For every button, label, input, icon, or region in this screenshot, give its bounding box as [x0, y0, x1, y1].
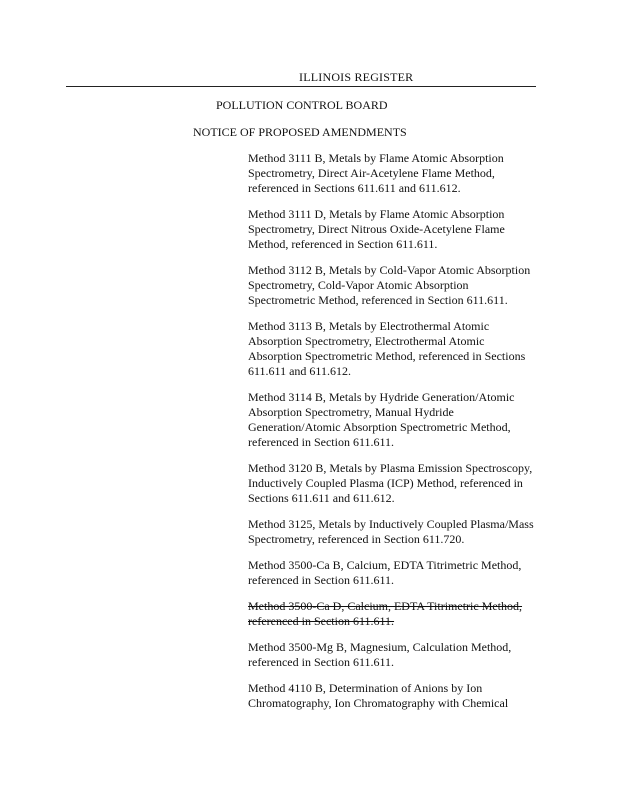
method-line: referenced in Sections 611.611 and 611.612.	[248, 181, 461, 195]
method-item	[248, 681, 548, 711]
method-line: Method 3500-Mg B, Magnesium, Calculation Method,	[248, 640, 512, 654]
method-line: Method 3111 D, Metals by Flame Atomic Absorption	[248, 207, 505, 221]
method-item	[248, 517, 548, 547]
method-item	[248, 461, 548, 506]
method-line: Spectrometry, Cold-Vapor Atomic Absorption	[248, 278, 469, 292]
method-line: referenced in Section 611.611.	[248, 655, 395, 669]
method-line: Method 3125, Metals by Inductively Coupled Plasma/Mass	[248, 517, 534, 531]
method-line: Spectrometric Method, referenced in Section 611.611.	[248, 293, 508, 307]
method-line: Method, referenced in Section 611.611.	[248, 237, 438, 251]
method-item	[248, 640, 548, 670]
method-line: Method 3500-Ca B, Calcium, EDTA Titrimetric Method,	[248, 558, 522, 572]
method-line: Method 3112 B, Metals by Cold-Vapor Atomic Absorption	[248, 263, 531, 277]
method-line: Sections 611.611 and 611.612.	[248, 491, 395, 505]
method-line: referenced in Section 611.611.	[248, 435, 395, 449]
method-item	[248, 390, 548, 450]
register-header	[66, 70, 536, 88]
method-line: Spectrometry, Direct Air-Acetylene Flame Method,	[248, 166, 495, 180]
notice-title: NOTICE OF PROPOSED AMENDMENTS	[193, 125, 407, 139]
method-line: Chromatography, Ion Chromatography with Chemical	[248, 696, 509, 710]
method-line: Inductively Coupled Plasma (ICP) Method, referenced in	[248, 476, 523, 490]
method-line: Method 3113 B, Metals by Electrothermal Atomic	[248, 319, 490, 333]
method-line: referenced in Section 611.611.	[248, 573, 395, 587]
method-line: 611.611 and 611.612.	[248, 364, 351, 378]
method-line: Spectrometry, referenced in Section 611.720.	[248, 532, 465, 546]
method-item	[248, 263, 548, 308]
method-line: Method 3111 B, Metals by Flame Atomic Absorption	[248, 151, 504, 165]
register-title: ILLINOIS REGISTER	[296, 70, 416, 85]
header-rule	[66, 86, 536, 87]
method-line: Generation/Atomic Absorption Spectrometric Method,	[248, 420, 511, 434]
method-line: referenced in Section 611.611.	[248, 614, 395, 628]
method-line: Absorption Spectrometry, Electrothermal Atomic	[248, 334, 485, 348]
method-line: Method 3114 B, Metals by Hydride Generation/Atomic	[248, 390, 515, 404]
method-item-deleted	[248, 599, 548, 629]
method-line: Method 3500-Ca D, Calcium, EDTA Titrimetric Method,	[248, 599, 523, 613]
method-item	[248, 207, 548, 252]
method-line: Absorption Spectrometric Method, referenced in Sections	[248, 349, 526, 363]
method-line: Method 3120 B, Metals by Plasma Emission Spectroscopy,	[248, 461, 533, 475]
method-item	[248, 319, 548, 379]
method-item	[248, 151, 548, 196]
method-line: Spectrometry, Direct Nitrous Oxide-Acetylene Flame	[248, 222, 505, 236]
method-item	[248, 558, 548, 588]
methods-list	[248, 151, 548, 722]
method-line: Method 4110 B, Determination of Anions by Ion	[248, 681, 483, 695]
board-name: POLLUTION CONTROL BOARD	[216, 98, 388, 112]
method-line: Absorption Spectrometry, Manual Hydride	[248, 405, 454, 419]
